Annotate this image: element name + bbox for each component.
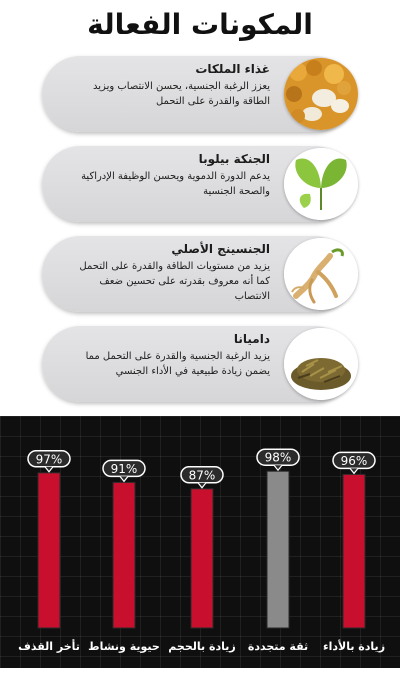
bar [267, 471, 289, 628]
ingredient-desc: يزيد من مستويات الطاقة والقدرة على التحمل كما أنه معروف بقدرته على تحسين ضعف الانتصاب [79, 261, 270, 302]
value-label: 91% [110, 461, 138, 476]
value-badge-pointer [274, 465, 282, 470]
benefits-bar-chart [0, 416, 400, 668]
value-badge-pointer [350, 468, 358, 473]
value-label: 97% [35, 452, 63, 467]
bar [343, 474, 365, 628]
value-label: 96% [340, 453, 368, 468]
value-badge-pointer [45, 467, 53, 472]
ingredient-title: الجنسينج الأصلي [171, 242, 270, 256]
category-label: تأخر القذف [18, 640, 80, 653]
bar [38, 473, 60, 628]
ingredient-desc: يدعم الدورة الدموية ويحسن الوظيفة الإدراكية والصحة الجنسية [81, 171, 270, 197]
benefits-chart [0, 416, 400, 668]
value-label: 87% [188, 468, 216, 483]
value-label: 98% [264, 450, 292, 465]
damiana-herb-image [284, 328, 358, 400]
ingredient-card-ginkgo [42, 146, 352, 222]
ingredient-desc: يزيد الرغبة الجنسية والقدرة على التحمل مما يضمن زيادة طبيعية في الأداء الجنسي [85, 351, 270, 377]
ingredient-card-ginseng [42, 236, 352, 312]
category-label: زيادة بالحجم [168, 640, 236, 653]
bar [113, 482, 135, 628]
category-label: زيادة بالأداء [322, 640, 386, 653]
ingredient-title: غذاء الملكات [195, 62, 270, 76]
category-label: ثقة متجددة [247, 640, 309, 653]
ingredient-desc: يعزز الرغبة الجنسية، يحسن الانتصاب ويزيد الطاقة والقدرة على التحمل [93, 81, 270, 107]
ingredient-card-royal-jelly [42, 56, 352, 132]
royal-jelly-image [284, 58, 358, 130]
bar [191, 489, 213, 628]
ingredient-title: الجنكة بيلوبا [198, 152, 270, 166]
ginseng-root-image [284, 238, 358, 310]
ginkgo-leaf-image [284, 148, 358, 220]
category-label: حيوية ونشاط [88, 640, 160, 653]
value-badge-pointer [120, 476, 128, 481]
page-title: المكونات الفعالة [87, 8, 313, 41]
ingredient-card-damiana [42, 326, 352, 402]
ingredient-title: داميانا [233, 332, 270, 346]
value-badge-pointer [198, 483, 206, 488]
